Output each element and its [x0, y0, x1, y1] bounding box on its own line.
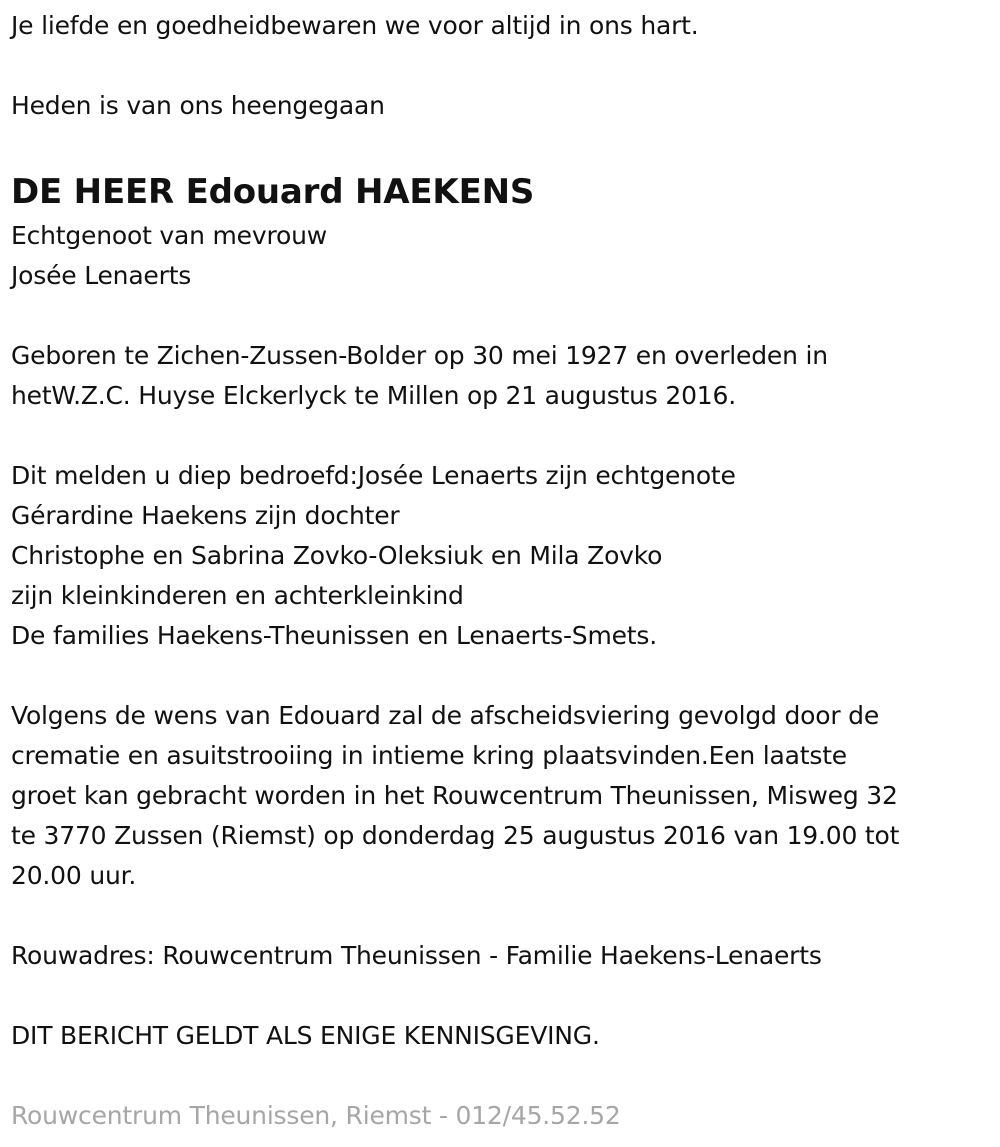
- spacer: [11, 896, 991, 936]
- intro-quote: Je liefde en goedheidbewaren we voor altijd in ons hart.: [11, 11, 699, 40]
- ceremony-line: te 3770 Zussen (Riemst) op donderdag 25 augustus 2016 van 19.00 tot: [11, 821, 900, 850]
- ceremony-line: 20.00 uur.: [11, 861, 137, 890]
- official-notice: DIT BERICHT GELDT ALS ENIGE KENNISGEVING.: [11, 1021, 600, 1050]
- ceremony-section: [11, 696, 991, 896]
- spacer: [11, 296, 991, 336]
- spouse-line-1: Echtgenoot van mevrouw: [11, 221, 327, 250]
- spacer: [11, 126, 991, 166]
- spacer: [11, 416, 991, 456]
- obituary-document: [11, 0, 991, 1136]
- family-section: [11, 456, 991, 656]
- family-line: zijn kleinkinderen en achterkleinkind: [11, 581, 464, 610]
- family-line: Gérardine Haekens zijn dochter: [11, 501, 400, 530]
- ceremony-line: Volgens de wens van Edouard zal de afscheidsviering gevolgd door de: [11, 701, 879, 730]
- ceremony-line: groet kan gebracht worden in het Rouwcentrum Theunissen, Misweg 32: [11, 781, 898, 810]
- intro-heading: Heden is van ons heengegaan: [11, 91, 385, 120]
- ceremony-line: crematie en asuitstrooiing in intieme kring plaatsvinden.Een laatste: [11, 741, 847, 770]
- spacer: [11, 1056, 991, 1096]
- spacer: [11, 976, 991, 1016]
- family-line: De families Haekens-Theunissen en Lenaerts-Smets.: [11, 621, 657, 650]
- birth-death-line-1: Geboren te Zichen-Zussen-Bolder op 30 mei 1927 en overleden in: [11, 341, 828, 370]
- birth-death-line-2: hetW.Z.C. Huyse Elckerlyck te Millen op 21 augustus 2016.: [11, 381, 736, 410]
- spacer: [11, 656, 991, 696]
- spacer: [11, 46, 991, 86]
- mourning-address: Rouwadres: Rouwcentrum Theunissen - Familie Haekens-Lenaerts: [11, 941, 822, 970]
- spouse-line-2: Josée Lenaerts: [11, 261, 192, 290]
- funeral-home-footer: Rouwcentrum Theunissen, Riemst - 012/45.52.52: [11, 1101, 621, 1130]
- family-line: Christophe en Sabrina Zovko-Oleksiuk en Mila Zovko: [11, 541, 663, 570]
- deceased-name: DE HEER Edouard HAEKENS: [11, 172, 535, 212]
- family-line: Dit melden u diep bedroefd:Josée Lenaerts zijn echtgenote: [11, 461, 736, 490]
